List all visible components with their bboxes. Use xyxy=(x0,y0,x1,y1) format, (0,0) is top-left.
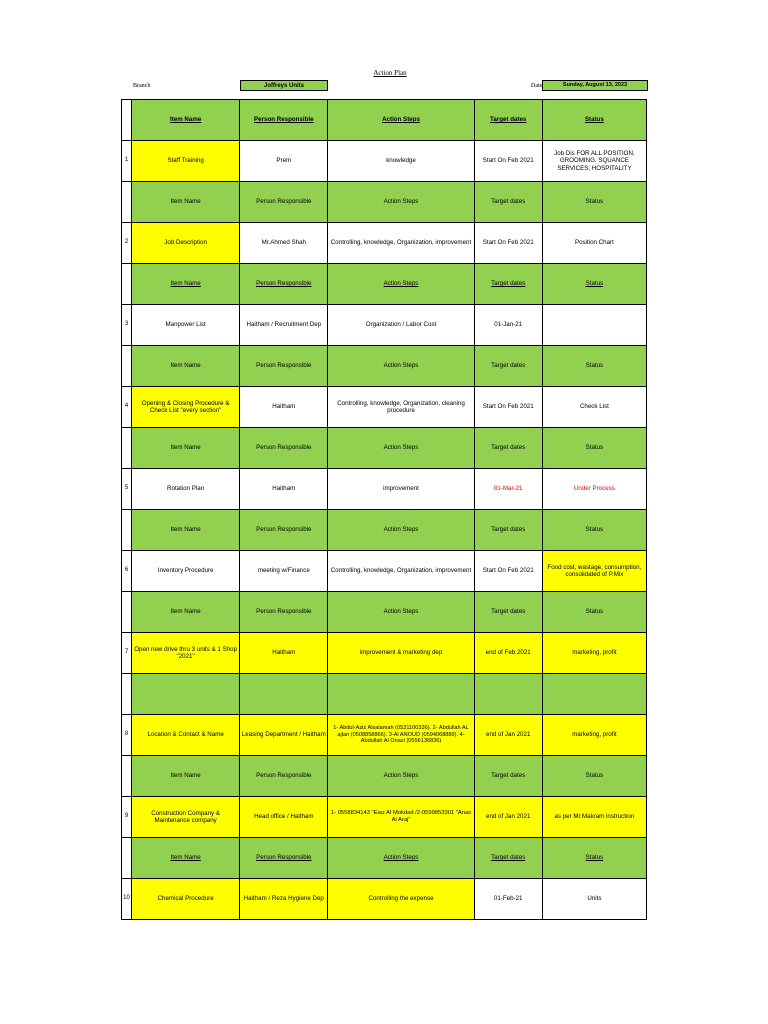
column-header-target-dates: Target dates xyxy=(474,346,542,387)
row-number: 4 xyxy=(122,387,132,428)
target-cell: 01-Mar-21 xyxy=(474,469,542,510)
steps-cell: 1- 0558834143 "Eiaz Al Mokdad /2-0599853301 "Anas Al Araj" xyxy=(328,797,474,838)
column-header-status: Status xyxy=(542,510,646,551)
item-cell: Open new drive thru 3 units & 1 Shop "2021" xyxy=(132,633,240,674)
person-cell: Haitham xyxy=(240,387,328,428)
item-cell: Staff Training xyxy=(132,141,240,182)
row-number: 8 xyxy=(122,715,132,756)
row-number: 5 xyxy=(122,469,132,510)
status-cell: Units xyxy=(542,879,646,920)
action-plan-table xyxy=(121,99,647,920)
column-header-item-name: Item Name xyxy=(132,756,240,797)
item-cell: Chemical Procedure xyxy=(132,879,240,920)
column-header-item-name: Item Name xyxy=(170,854,201,862)
column-header-target-dates: Target dates xyxy=(474,182,542,223)
row-number: 2 xyxy=(122,223,132,264)
column-header-status: Status xyxy=(542,346,646,387)
column-header-action-steps: Action Steps xyxy=(383,854,419,862)
column-header-action-steps: Action Steps xyxy=(328,428,474,469)
column-header-action-steps: Action Steps xyxy=(328,592,474,633)
steps-cell: knowledge xyxy=(328,141,474,182)
row-number: 6 xyxy=(122,551,132,592)
row-number: 7 xyxy=(122,633,132,674)
column-header-status: Status xyxy=(542,756,646,797)
steps-cell: Organization / Labor Cost xyxy=(328,305,474,346)
item-cell: Job Description xyxy=(132,223,240,264)
target-cell: 01-Jan-21 xyxy=(474,305,542,346)
steps-cell: Controlling, knowledge, Organization, improvement xyxy=(328,551,474,592)
branch-label: Branch xyxy=(133,83,151,89)
table-row xyxy=(122,879,647,920)
column-header-action-steps: Action Steps xyxy=(382,116,420,124)
column-header-item-name: Item Name xyxy=(132,428,240,469)
column-header-target-dates: Target dates xyxy=(474,756,542,797)
column-header-target-dates: Target dates xyxy=(474,510,542,551)
table-row xyxy=(122,633,647,674)
column-header-person: Person Responsible xyxy=(240,182,328,223)
branch-value: Joffreys Units xyxy=(240,80,328,91)
column-header-item-name: Item Name xyxy=(132,592,240,633)
person-cell: Haitham / Reza Hygiene Dep xyxy=(240,879,328,920)
table-header-row xyxy=(122,346,647,387)
date-value: Sunday, August 13, 2023 xyxy=(542,80,648,91)
item-cell: Location & Contact & Name xyxy=(132,715,240,756)
item-cell: Construction Company & Maintenance company xyxy=(132,797,240,838)
column-header-status: Status xyxy=(585,280,604,288)
item-cell: Rotation Plan xyxy=(132,469,240,510)
table-header-row xyxy=(122,510,647,551)
item-cell: Opening & Closing Procedure & Check List "every section" xyxy=(132,387,240,428)
column-header-status: Status xyxy=(542,182,646,223)
status-cell: marketing, profit xyxy=(542,715,646,756)
column-header-item-name: Item Name xyxy=(169,116,202,124)
person-cell: Leasing Department / Haitham xyxy=(240,715,328,756)
table-row xyxy=(122,305,647,346)
table-row xyxy=(122,141,647,182)
empty-row xyxy=(122,674,647,715)
person-cell: Haitham xyxy=(240,469,328,510)
column-header-action-steps: Action Steps xyxy=(328,510,474,551)
column-header-person: Person Responsible xyxy=(256,280,312,288)
target-cell: Start On Feb 2021 xyxy=(474,551,542,592)
column-header-target-dates: Target dates xyxy=(474,592,542,633)
status-cell: Position Chart xyxy=(542,223,646,264)
status-cell xyxy=(542,305,646,346)
steps-cell: improvement & marketing dep xyxy=(328,633,474,674)
table-header-row xyxy=(122,592,647,633)
column-header-action-steps: Action Steps xyxy=(328,182,474,223)
row-number: 1 xyxy=(122,141,132,182)
person-cell: Mr.Ahmed Shah xyxy=(240,223,328,264)
person-cell: Haitham xyxy=(240,633,328,674)
column-header-status: Status xyxy=(542,592,646,633)
person-cell: Prem xyxy=(240,141,328,182)
target-cell: Start On Feb 2021 xyxy=(474,387,542,428)
column-header-person: Person Responsible xyxy=(240,592,328,633)
status-cell: Job Dis FOR ALL POSITION, GROOMING. SQUANCE SERVICES, HOSPITALITY xyxy=(542,141,646,182)
item-cell: Manpower List xyxy=(132,305,240,346)
table-row xyxy=(122,797,647,838)
steps-cell: improvement xyxy=(328,469,474,510)
target-cell: Start On Feb 2021 xyxy=(474,141,542,182)
table-row xyxy=(122,551,647,592)
person-cell: Haitham / Recruitment Dep xyxy=(240,305,328,346)
target-cell: end of Jan 2021 xyxy=(474,715,542,756)
status-cell: marketing, profit xyxy=(542,633,646,674)
column-header-item-name: Item Name xyxy=(132,510,240,551)
table-row xyxy=(122,387,647,428)
status-cell: as per Mr.Makram instruction xyxy=(542,797,646,838)
row-number: 3 xyxy=(122,305,132,346)
column-header-status: Status xyxy=(542,428,646,469)
table-header-row xyxy=(122,838,647,879)
page-title: Action Plan xyxy=(373,69,407,77)
column-header-status: Status xyxy=(584,116,604,124)
target-cell: Start On Feb 2021 xyxy=(474,223,542,264)
column-header-action-steps: Action Steps xyxy=(383,280,419,288)
column-header-target-dates: Target dates xyxy=(491,280,526,288)
target-cell: end of Feb 2021 xyxy=(474,633,542,674)
column-header-item-name: Item Name xyxy=(132,182,240,223)
item-cell: Inventory Procedure xyxy=(132,551,240,592)
column-header-target-dates: Target dates xyxy=(490,116,527,124)
date-label: Date xyxy=(531,83,543,89)
column-header-status: Status xyxy=(585,854,604,862)
column-header-person: Person Responsible xyxy=(240,756,328,797)
steps-cell: Controlling, knowledge, Organization, improvement xyxy=(328,223,474,264)
column-header-person: Person Responsible xyxy=(240,510,328,551)
column-header-target-dates: Target dates xyxy=(474,428,542,469)
column-header-item-name: Item Name xyxy=(132,346,240,387)
target-cell: 01-Feb-21 xyxy=(474,879,542,920)
table-header-row xyxy=(122,182,647,223)
person-cell: meeting w/Finance xyxy=(240,551,328,592)
steps-cell: 1- Abdul-Aziz Alsalamah (0531100336). 2- Abdullah AL ajlan (0508858866). 3-Al ANOUD (0594068889). 4-Abdullah Al Onazi (0556136836) xyxy=(328,715,474,756)
steps-cell: Controlling the expense xyxy=(328,879,474,920)
table-row xyxy=(122,469,647,510)
table-row xyxy=(122,715,647,756)
column-header-target-dates: Target dates xyxy=(491,854,526,862)
table-header-row xyxy=(122,100,647,141)
table-header-row xyxy=(122,428,647,469)
table-header-row xyxy=(122,264,647,305)
column-header-person: Person Responsible xyxy=(240,428,328,469)
status-cell: Food cost, wastage, consumption, consolidated of P.Mix xyxy=(542,551,646,592)
status-cell: Check List xyxy=(542,387,646,428)
steps-cell: Controlling, knowledge, Organization, cleaning procedure xyxy=(328,387,474,428)
status-cell: Under Process xyxy=(542,469,646,510)
table-header-row xyxy=(122,756,647,797)
column-header-person: Person Responsible xyxy=(254,116,314,124)
table-row xyxy=(122,223,647,264)
column-header-item-name: Item Name xyxy=(170,280,201,288)
column-header-action-steps: Action Steps xyxy=(328,346,474,387)
row-number: 9 xyxy=(122,797,132,838)
row-number: 10 xyxy=(122,879,132,920)
column-header-person: Person Responsible xyxy=(256,854,312,862)
person-cell: Head office / Haitham xyxy=(240,797,328,838)
target-cell: end of Jan 2021 xyxy=(474,797,542,838)
column-header-person: Person Responsible xyxy=(240,346,328,387)
column-header-action-steps: Action Steps xyxy=(328,756,474,797)
